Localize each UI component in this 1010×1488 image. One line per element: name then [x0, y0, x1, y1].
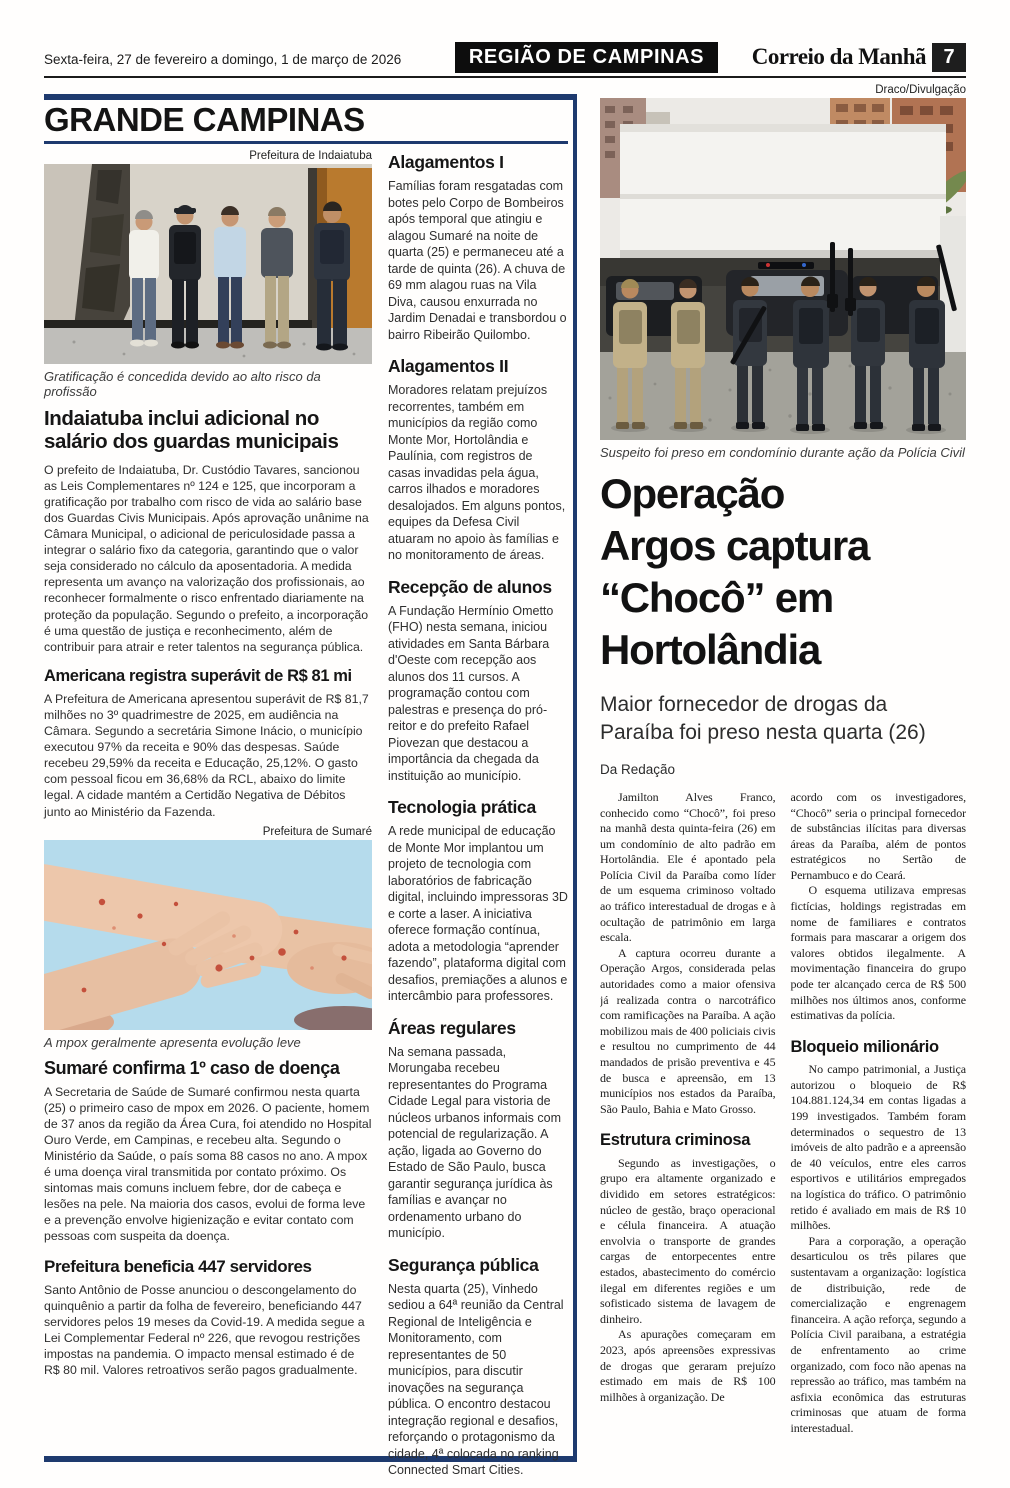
headline-line: Hortolândia — [600, 626, 821, 674]
mpox-hands-photo — [44, 840, 372, 1030]
article-body: A Secretaria de Saúde de Sumaré confirmou nesta quarta (25) o primeiro caso de mpox em 2026. O paciente, homem de 37 anos da região da Área Cura, foi atendido no Hospital Ouro Verde, em Campinas, e recebeu alta. Segundo o Ministério da Saúde, o país soma 88 casos no ano. A mpox é uma doença viral transmitida por contato próximo. Os sintomas mais comuns incluem febre, dor de cabeça e lesões na pele. Na maioria dos casos, evolui de forma leve e a prevenção envolve higienização e evitar contato com pessoas com suspeita da doença. — [44, 1084, 372, 1244]
article-paragraph: Jamilton Alves Franco, conhecido como “Chocô”, foi preso na manhã desta quinta-feira (26) em um condomínio de alto padrão em Hortolândia. Ele é apontado pela Polícia Civil da Paraíba como líder de um esquema criminoso voltado ao tráfico interestadual de drogas e à ocultação de patrimônio em larga escala. — [600, 789, 776, 945]
brief-title: Tecnologia prática — [388, 797, 536, 817]
article-text-columns — [600, 790, 966, 1437]
brief-body: A rede municipal de educação de Monte Mor implantou um projeto de tecnologia com laboratórios de fabricação digital, incluindo impressoras 3D e corte a laser. A iniciativa oferece formação contínua, adota a metodologia “aprender fazendo”, plataforma digital com desafios, premiações a alunos e intercâmbio para professores. — [388, 824, 568, 1003]
indaiatuba-guards-photo — [44, 164, 372, 364]
brief-title: Alagamentos I — [388, 152, 504, 172]
brief-body: Moradores relatam prejuízos recorrentes, também em municípios da região como Monte Mor, Hortolândia e Paulínia, com registros de casas invadidas pela água, carros ilhados e moradores desalojados. Em alguns pontos, equipes da Defesa Civil atuaram no apoio às famílias e no monitoramento de áreas. — [388, 383, 566, 562]
article-paragraph: acordo com os investigadores, “Chocô” seria o principal fornecedor de substâncias ilícitas para diversas áreas da Paraíba, além de pontos estratégicos no Sertão de Pernambuco e do Ceará. — [790, 789, 966, 882]
date-line: Sexta-feira, 27 de fevereiro a domingo, 1 de março de 2026 — [44, 52, 402, 67]
article-paragraph: Para a corporação, a operação desarticulou os três pilares que sustentavam a organização: logística de distribuição, rede de comercialização e engrenagem financeira. A ação reforça, segundo a Polícia Civil paraibana, a estratégia de enfrentamento ao crime organizado, com foco não apenas na repressão ao tráfico, mas também na asfixia econômica das estruturas criminosas que atuam de forma interestadual. — [790, 1233, 966, 1435]
article-subhead: Estrutura criminosa — [600, 1131, 751, 1150]
brief-item — [388, 577, 568, 785]
article-body: Santo Antônio de Posse anunciou o descongelamento do quinquênio a partir da folha de fevereiro, beneficiando 447 servidores pelos 19 meses da Covid-19. A medida segue a Lei Complementar Federal nº 226, que revogou restrições impostas na pandemia. O impacto mensal estimado é de R$ 80 mil. Valores retroativos serão pagos gradualmente. — [44, 1282, 365, 1377]
section-frame-right — [573, 94, 577, 1462]
article-headline: Americana registra superávit de R$ 81 mi — [44, 666, 352, 685]
photo-credit: Draco/Divulgação — [875, 84, 966, 96]
newspaper-masthead: Correio da Manhã — [751, 44, 926, 69]
brief-title: Recepção de alunos — [388, 576, 552, 597]
byline: Da Redação — [600, 761, 676, 777]
article-headline: Indaiatuba inclui adicional no salário dos guardas municipais — [44, 407, 339, 454]
brief-body: Famílias foram resgatadas com botes pelo Corpo de Bombeiros após temporal que atingiu e alagou Sumaré na noite de quarta (25) e permaneceu até a tarde de quinta (26). A chuva de 69 mm alagou ruas na Vila Diva, causou enxurrada no Jardim Denadai e transbordou o bairro Ribeirão Quilombo. — [388, 179, 567, 342]
article-paragraph: Segundo as investigações, o grupo era altamente organizado e dividido em setores estratégicos: núcleo de gestão, braço operacional e célula financeira. A atuação envolvia o transporte de grandes cargas de entorpecentes entre estados, abastecimento do comércio ilegal em diferentes regiões e um sofisticado sistema de lavagem de dinheiro. — [600, 1155, 776, 1326]
article-paragraph: O esquema utilizava empresas fictícias, holdings registradas em nome de familiares e contratos formais para mascarar a origem dos valores obtidos ilegalmente. A movimentação financeira do grupo pode ter alcançado cerca de R$ 500 milhões nos últimos anos, conforme estimativas da polícia. — [790, 883, 966, 1023]
brief-body: Na semana passada, Morungaba recebeu representantes do Programa Cidade Legal para vistoria de núcleos urbanos informais com potencial de regularização. A ação, ligada ao Governo do Estado de São Paulo, busca garantir segurança jurídica às famílias e avançar no ordenamento urbano do município. — [388, 1044, 561, 1240]
article-column-2 — [791, 790, 967, 1437]
brief-item — [388, 797, 568, 1005]
article-subhead: Bloqueio milionário — [790, 1037, 939, 1056]
article-body: O prefeito de Indaiatuba, Dr. Custódio Tavares, sancionou as Leis Complementares nº 124 e 125, que incorporam a gratificação por trabalho com risco de vida ao salário base dos Guardas Civis Municipais. Após aprovação unânime na Câmara Municipal, o adicional de periculosidade passa a integrar o salário fixo da categoria, garantindo que o valor seja considerado no cálculo da aposentadoria. A medida representa um avanço na valorização dos profissionais, ao reconhecer formalmente o risco enfrentado diariamente na proteção da população. Segundo o prefeito, a incorporação é uma questão de justiça e reconhecimento, além de contribuir para atrair e reter talentos na segurança pública. — [44, 462, 369, 654]
brief-item — [388, 152, 568, 343]
article-paragraph: A captura ocorreu durante a Operação Argos, considerada pelas autoridades como a maior ofensiva já realizada contra o narcotráfico com ramificações na Paraíba. A ação mobilizou mais de 400 policiais civis e resultou no cumprimento de 44 mandados de prisão preventiva e 45 de busca e apreensão, em 13 municípios nos estados da Paraíba, São Paulo, Bahia e Mato Grosso. — [600, 945, 776, 1116]
article-paragraph: No campo patrimonial, a Justiça autorizou o bloqueio de R$ 104.881.124,34 em contas ligadas a 199 investigados. Também foram determinados o sequestro de 13 imóveis de alto padrão e a apreensão de 40 veículos, entre eles carros esportivos e utilitários empregados na logística do tráfico. O patrimônio retido é avaliado em mais de R$ 10 milhões. — [790, 1062, 966, 1233]
section-title: GRANDE CAMPINAS — [44, 101, 365, 138]
brief-item — [388, 1255, 568, 1479]
headline-line: Argos captura — [600, 522, 870, 570]
brief-title: Alagamentos II — [388, 356, 509, 376]
header-rule — [44, 76, 966, 78]
brief-body: Nesta quarta (25), Vinhedo sediou a 64ª reunião da Central Regional de Inteligência e Monitoramento, com representantes de 50 municípios, para discutir inovações na segurança pública. O encontro destacou integração regional e desafios, reforçando o protagonismo da cidade, 4ª colocada no ranking Connected Smart Cities. — [388, 1281, 564, 1477]
photo-credit: Prefeitura de Indaiatuba — [249, 150, 372, 162]
section-frame-top — [44, 94, 577, 100]
photo-caption: A mpox geralmente apresenta evolução leve — [44, 1034, 301, 1050]
brief-item — [388, 356, 568, 564]
article-paragraph: As apurações começaram em 2023, após apreensões expressivas de drogas que geraram prejuízo estimado em mais de R$ 100 milhões à organização. De — [600, 1327, 776, 1404]
main-headline — [600, 468, 966, 676]
left-column — [44, 150, 372, 1378]
photo-caption: Gratificação é concedida devido ao alto risco da profissão — [44, 369, 321, 399]
main-deck: Maior fornecedor de drogas da Paraíba foi preso nesta quarta (26) — [600, 693, 926, 744]
photo-credit: Prefeitura de Sumaré — [262, 825, 372, 838]
headline-line: “Chocô” em — [600, 574, 834, 622]
briefs-column — [388, 152, 568, 1488]
section-banner: REGIÃO DE CAMPINAS — [455, 42, 718, 73]
section-title-underline — [44, 141, 568, 144]
page-number-badge: 7 — [932, 43, 966, 72]
article-body: A Prefeitura de Americana apresentou superávit de R$ 81,7 milhões no 3º quadrimestre de 2025, em audiência na Câmara. Segundo a secretária Simone Inácio, o município executou 97% da receita e 90% das despesas. Saúde recebeu 29,59% da receita e Educação, 25,12%. O gasto com pessoal ficou em 36,68% da RCL, abaixo do limite legal. A cidade mantém a Certidão Negativa de Débitos junto ao Ministério da Fazenda. — [44, 691, 369, 819]
photo-caption: Suspeito foi preso em condomínio durante ação da Polícia Civil — [600, 445, 965, 460]
brief-title: Segurança pública — [388, 1254, 539, 1275]
main-article — [600, 84, 966, 1437]
brief-body: A Fundação Hermínio Ometto (FHO) nesta semana, iniciou atividades em Santa Bárbara d'Oeste com recepção aos alunos dos 11 cursos. A programação contou com palestras e presença do pró-reitor e do prefeito Rafael Piovezan que destacou a importância da chegada da instituição ao município. — [388, 603, 554, 783]
brief-item — [388, 1018, 568, 1242]
article-headline: Sumaré confirma 1º caso de doença — [44, 1057, 340, 1078]
police-operation-photo — [600, 98, 966, 440]
article-column-1 — [600, 790, 776, 1437]
headline-line: Operação — [600, 470, 785, 517]
article-headline: Prefeitura beneficia 447 servidores — [44, 1256, 312, 1276]
brief-title: Áreas regulares — [388, 1017, 516, 1038]
